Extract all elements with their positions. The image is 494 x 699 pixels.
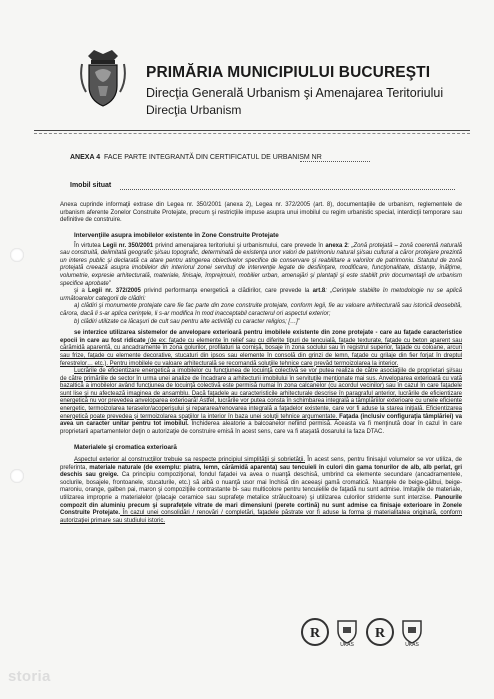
property-label: Imobil situat bbox=[70, 182, 112, 189]
prohibition-paragraph bbox=[60, 330, 462, 368]
materials-paragraph bbox=[60, 457, 462, 525]
storia-watermark: storia bbox=[8, 668, 51, 685]
list-item-a: a) clădiri şi monumente protejate care fie fac parte din zone construite protejate, conform legii, fie au valoare arhitecturală sau istorică deosebită, cărora, dacă li s-ar aplica cerinţele, li s-ar modifica în mod inacceptabil caracterul ori aspectul exterior; bbox=[60, 303, 462, 317]
text: Închiderea aleatorie a balcoanelor nefiind permisă. Aceasta va fi menţinută doar în cazul în care proprietarii apartamentelor deţin o autorizaţie de construire emisă în acest sens, care va fi ataşată dosarului la faza DTAC. bbox=[60, 421, 462, 435]
annex-heading bbox=[70, 154, 322, 161]
annex-ref: anexa 2 bbox=[325, 242, 348, 249]
facade-rule: Faţada (inclusiv configuraţia tâmplăriei) va avea un caracter unitar pentru tot imobilul. bbox=[60, 413, 462, 428]
cert-caption: UKAS bbox=[405, 642, 419, 647]
text: privind performanţa energetică a clădirilor, care prevede la bbox=[140, 288, 313, 295]
text: Aspectul exterior al construcţiilor trebuie sa respecte principiul simplităţii şi sobrietăţii. bbox=[74, 457, 306, 464]
cert-mark: R bbox=[309, 626, 321, 641]
quote: : „Cerinţele stabilite în metodologie nu se aplică următoarelor categorii de clădiri: bbox=[60, 288, 462, 302]
law-350-paragraph bbox=[60, 243, 462, 289]
header-divider-dashed bbox=[34, 133, 470, 134]
institution-title: PRIMĂRIA MUNICIPIULUI BUCUREŞTI bbox=[146, 64, 431, 81]
section-heading: Intervenţiile asupra imobilelor existente în Zone Construite Protejate bbox=[74, 232, 279, 239]
department-title: Direcţia Urbanism bbox=[146, 103, 242, 117]
text: În acest sens, pentru finisajul volumelor se vor utiliza, de preferinta, bbox=[60, 457, 462, 471]
header-divider bbox=[34, 130, 470, 131]
list-item-b: b) clădiri utilizate ca lăcaşuri de cult sau pentru alte activităţi cu caracter religios; […]” bbox=[74, 318, 300, 325]
panels-rule: Panourile compozit din aluminiu precum şi suprafeţele vitrate de mari dimensiuni (perete cortină) nu sunt admise ca finisaje exterioare în Zonele Construite Protejate. bbox=[60, 495, 462, 517]
cert-caption: UKAS bbox=[340, 642, 354, 647]
section-protected-zones bbox=[60, 232, 462, 525]
law-372-paragraph bbox=[60, 288, 462, 303]
property-address-line bbox=[120, 189, 455, 190]
section-heading-materials: Materialele şi cromatica exterioară bbox=[74, 444, 177, 452]
certificate-number-line bbox=[300, 161, 370, 162]
text: Lucrările de eficientizare energetică a imobilelor cu funcţiunea de locuinţă colectivă se vor putea realiza de către asociaţiile de proprietari şi/sau de către primăriile de sector în urma unei analize de încadrare a arhitecturii imobilului în servituţile menţionate mai sus. Anveloparea exterioară cu vată bazaltică a imobilelor având funcţiunea de locuinţă colectivă este permisă numai în zona calcanelor (cu acordul vecinilor) sau în cazul în care faţadele sunt lise şi nu afectează imaginea de ansamblu. Dacă faţadele au caracteristicile arhitecturale descrise în paragraful anterior, lucrările de eficientizare energetică nu vor prevedea anveloparea exterioară! Astfel, lucrările vor putea consta în schimbarea integrală a tâmplăriilor exterioare cu unele eficiente energetic, termoizolarea teraselor/acoperişului şi repararea/renovarea integrală a faţadelor existente, care vor fi aduse la starea iniţială. Eficientizarea energetică poate prevedea şi termoizolarea spaţiilor la interior în baza unei soluţii tehnice argumentate. bbox=[60, 368, 462, 420]
ukas-certification-icon bbox=[397, 617, 427, 647]
annex-title: FACE PARTE INTEGRANTĂ DIN CERTIFICATUL DE URBANISM NR bbox=[103, 154, 322, 161]
examples-text: (de ex: faţade cu elemente în relief sau cu diferite tipuri de tencuială, faţade texturate, faţade cu beton aparent sau cărămidă aparentă, cu ancadramente în zona golurilor, profilaturi la cornişă, bosaje în zona soclului sau în registrul superior, faţade cu coloane, arcuri sau frize, faţade cu elemente decorative, stucaturi din ipsos sau elemente în consolă din grinzi de lemn, faţade cu grilaje din fier forjat în dreptul ferestrelor… etc.). Pentru imobilele cu valoare arhitecturală se recomandă soluţiile tehnice care prevăd termoizolarea la interior. bbox=[60, 337, 462, 367]
cert-mark: R bbox=[374, 626, 386, 641]
annex-number: ANEXA 4 bbox=[70, 154, 101, 161]
article-ref: art.8 bbox=[312, 288, 326, 295]
text: privind amenajarea teritoriului şi urbanismului, care prevede în bbox=[153, 242, 326, 249]
text: şi a bbox=[74, 288, 89, 295]
text: Ca principiu compoziţional, fondul faţadei va avea o nuanţă deschisă, umbrind ca elemente secundare (ancadramentele, soclurile, bosajele, frontoanele, stucaturile, etc.) să aibă o nuanţă usor mai închisă din aceeaşi gamă cromatică. Nuanţele de beige-gălbui, beige-maroniu, orange, galben pai, maron şi compoziţiile contrastante bi- sau multicolore pentru tencuielile de faţadă nu sunt admise. Imitaţiile de materiale, utilizarea improprie a materialelor (placaje ceramice sau suprafeţe metalice strălucitoare) şi utilizarea culorilor stridente sunt interzise. bbox=[60, 472, 462, 501]
directorate-title: Direcţia Generală Urbanism şi Amenajarea Teritoriului bbox=[146, 86, 444, 100]
punch-hole bbox=[10, 248, 24, 262]
law-ref: Legii nr. 350/2001 bbox=[102, 242, 154, 249]
energy-works-paragraph bbox=[60, 368, 462, 436]
text: În virtutea bbox=[74, 242, 103, 249]
quote: : „Zonă protejată – zonă coerentă naturală sau construită, delimitată geografic şi/sau topografic, determinată de existenţa unor valori de patrimoniu natural şi/sau cultural a căror protejare prezintă un interes public şi declarată ca atare pentru atingerea obiectivelor specifice de conservare şi reabilitare a valorilor de patrimoniu. Statutul de zonă protejată creează asupra imobilelor din interiorul zonei servituţi de intervenţie legate de desfiinţare, modificare, funcţionalitate, distanţe, înălţime, volumetrie, expresie arhitecturală, materiale, finisaje, împrejmuiri, mobilier urban, amenajări şi plantaţii şi este stabilit prin documentaţii de urbanism specifice aprobate” bbox=[60, 242, 463, 287]
text: În cazul unei consolidări / renovări / completări, faţadele păstrate vor fi aduse la forma şi materialitatea originară, conform autorizaţiei primare sau studiului istoric. bbox=[60, 510, 463, 524]
bucharest-coat-of-arms-icon bbox=[80, 46, 126, 110]
law-ref: Legii nr. 372/2005 bbox=[88, 288, 141, 295]
punch-hole bbox=[10, 469, 24, 483]
intro-paragraph bbox=[60, 202, 462, 225]
materials-rule: materiale naturale (de exemplu: piatra, lemn, cărămidă aparenta) sau tencuieli în culori din gama tonurilor de alb, alb perlat, gri deschis sau greige. bbox=[60, 464, 462, 479]
iso-certification-icon bbox=[300, 617, 330, 647]
ukas-certification-icon bbox=[332, 617, 362, 647]
prohibition-text: se interzice utilizarea sistemelor de anvelopare exterioară pentru imobilele existente din zone protejate - care au faţade caracteristice epocii în care au fost ridicate bbox=[60, 330, 462, 344]
iso-certification-icon bbox=[365, 617, 395, 647]
intro-text: Anexa cuprinde informaţii extrase din Legea nr. 350/2001 (anexa 2), Legea nr. 372/2005 (art. 8), documentaţiile de urbanism, reglementele de urbanism aferente Zonelor Construite Protejate, precum şi restricţiile impuse asupra unui imobilul cu regim urbanistic special, interdicţii temporare sau definitive de construire. bbox=[60, 202, 462, 224]
